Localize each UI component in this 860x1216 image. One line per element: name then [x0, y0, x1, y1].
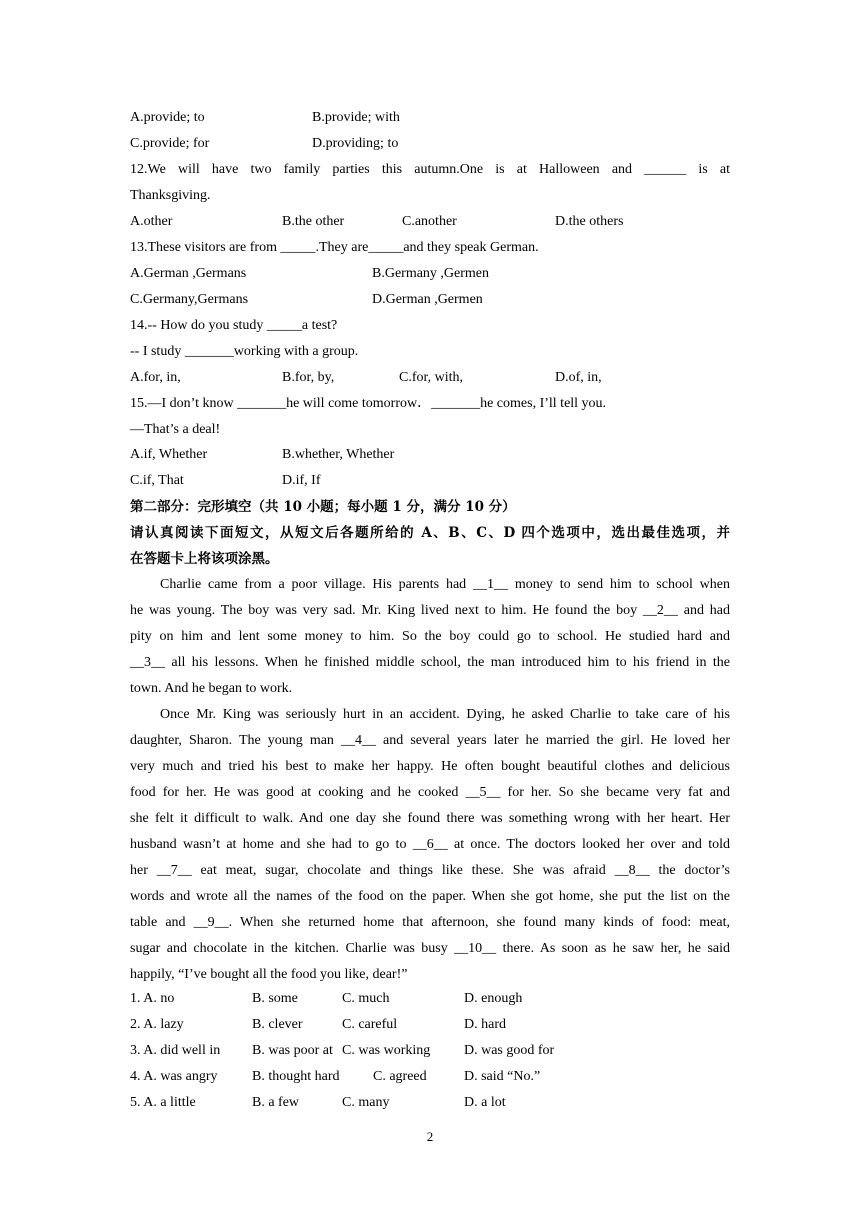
passage-p1-line5: town. And he began to work.: [130, 681, 293, 696]
q15-option-c: C.if, That: [130, 473, 184, 488]
passage-p1-line1: Charlie came from a poor village. His parents had __1__ money to send him to school when: [160, 577, 730, 592]
q12-stem-line2: Thanksgiving.: [130, 188, 211, 203]
q12-stem-line1: 12.We will have two family parties this autumn.One is at Halloween and ______ is at: [130, 162, 730, 177]
passage-p2-line10: sugar and chocolate in the kitchen. Charlie was busy __10__ there. As soon as he saw her, he said: [130, 941, 730, 956]
cloze2-option-a: 2. A. lazy: [130, 1017, 184, 1032]
q13-option-b: B.Germany ,Germen: [372, 266, 490, 281]
q12-option-a: A.other: [130, 214, 173, 229]
passage-p1-line2: he was young. The boy was very sad. Mr. King lived next to him. He found the boy __2__ and had: [130, 603, 730, 618]
q14-option-a: A.for, in,: [130, 370, 181, 385]
cloze1-option-c: C. much: [342, 991, 390, 1006]
cloze5-option-c: C. many: [342, 1095, 390, 1110]
cloze1-option-a: 1. A. no: [130, 991, 175, 1006]
cloze3-option-b: B. was poor at: [252, 1043, 333, 1058]
section2-instruction-line2: 在答题卡上将该项涂黑。: [130, 551, 279, 567]
cloze2-option-d: D. hard: [464, 1017, 506, 1032]
q11-option-b: B.provide; with: [312, 110, 400, 125]
q15-stem-line1: 15.—I don’t know _______he will come tomorrow．_______he comes, I’ll tell you.: [130, 396, 607, 411]
q14-option-b: B.for, by,: [282, 370, 335, 385]
cloze5-option-a: 5. A. a little: [130, 1095, 196, 1110]
cloze5-option-d: D. a lot: [464, 1095, 506, 1110]
cloze1-option-d: D. enough: [464, 991, 523, 1006]
cloze1-option-b: B. some: [252, 991, 298, 1006]
passage-p2-line9: table and __9__. When she returned home that afternoon, she found many kinds of food: meat,: [130, 915, 730, 930]
passage-p2-line8: words and wrote all the names of the food on the paper. When she got home, she put the list on the: [130, 889, 730, 904]
passage-p2-line4: food for her. He was good at cooking and he cooked __5__ for her. So she became very fat and: [130, 785, 730, 800]
q12-option-c: C.another: [402, 214, 457, 229]
passage-p2-line6: husband wasn’t at home and she had to go to __6__ at once. The doctors looked her over and told: [130, 837, 730, 852]
q15-option-b: B.whether, Whether: [282, 447, 395, 462]
q14-option-c: C.for, with,: [399, 370, 463, 385]
page-number: 2: [426, 1129, 434, 1144]
cloze3-option-d: D. was good for: [464, 1043, 555, 1058]
q15-option-d: D.if, If: [282, 473, 321, 488]
q15-option-a: A.if, Whether: [130, 447, 208, 462]
cloze4-option-a: 4. A. was angry: [130, 1069, 218, 1084]
q11-option-a: A.provide; to: [130, 110, 205, 125]
q14-stem-line1: 14.-- How do you study _____a test?: [130, 318, 338, 333]
q13-option-c: C.Germany,Germans: [130, 292, 249, 307]
passage-p2-line3: very much and tried his best to make her happy. He often bought beautiful clothes and delicious: [130, 759, 730, 774]
passage-p1-line4: __3__ all his lessons. When he finished middle school, the man introduced him to his friend in the: [130, 655, 730, 670]
cloze4-option-b: B. thought hard: [252, 1069, 340, 1084]
passage-p1-line3: pity on him and lent some money to him. So the boy could go to school. He studied hard and: [130, 629, 730, 644]
q11-option-d: D.providing; to: [312, 136, 399, 151]
q14-stem-line2: -- I study _______working with a group.: [130, 344, 359, 359]
q13-option-a: A.German ,Germans: [130, 266, 247, 281]
passage-p2-line2: daughter, Sharon. The young man __4__ and several years later he married the girl. He loved her: [130, 733, 730, 748]
passage-p2-line5: she felt it difficult to walk. And one day she found there was something wrong with her heart. Her: [130, 811, 730, 826]
section2-instruction-line1: 请认真阅读下面短文，从短文后各题所给的 A、B、C、D 四个选项中，选出最佳选项，并: [130, 525, 730, 541]
q14-option-d: D.of, in,: [555, 370, 602, 385]
cloze5-option-b: B. a few: [252, 1095, 300, 1110]
q15-stem-line2: —That’s a deal!: [130, 422, 221, 437]
passage-p2-line11: happily, “I’ve bought all the food you like, dear!”: [130, 967, 408, 982]
passage-p2-line1: Once Mr. King was seriously hurt in an accident. Dying, he asked Charlie to take care of his: [160, 707, 730, 722]
q13-stem: 13.These visitors are from _____.They are_____and they speak German.: [130, 240, 539, 255]
cloze2-option-b: B. clever: [252, 1017, 303, 1032]
q12-option-d: D.the others: [555, 214, 624, 229]
cloze3-option-c: C. was working: [342, 1043, 431, 1058]
cloze3-option-a: 3. A. did well in: [130, 1043, 221, 1058]
passage-p2-line7: her __7__ eat meat, sugar, chocolate and things like these. She was afraid __8__ the doctor’s: [130, 863, 730, 878]
q13-option-d: D.German ,Germen: [372, 292, 483, 307]
cloze4-option-c: C. agreed: [373, 1069, 427, 1084]
cloze4-option-d: D. said “No.”: [464, 1069, 541, 1084]
cloze2-option-c: C. careful: [342, 1017, 398, 1032]
q12-option-b: B.the other: [282, 214, 345, 229]
section2-title: 第二部分：完形填空（共 10 小题；每小题 1 分，满分 10 分）: [130, 499, 516, 515]
q11-option-c: C.provide; for: [130, 136, 210, 151]
